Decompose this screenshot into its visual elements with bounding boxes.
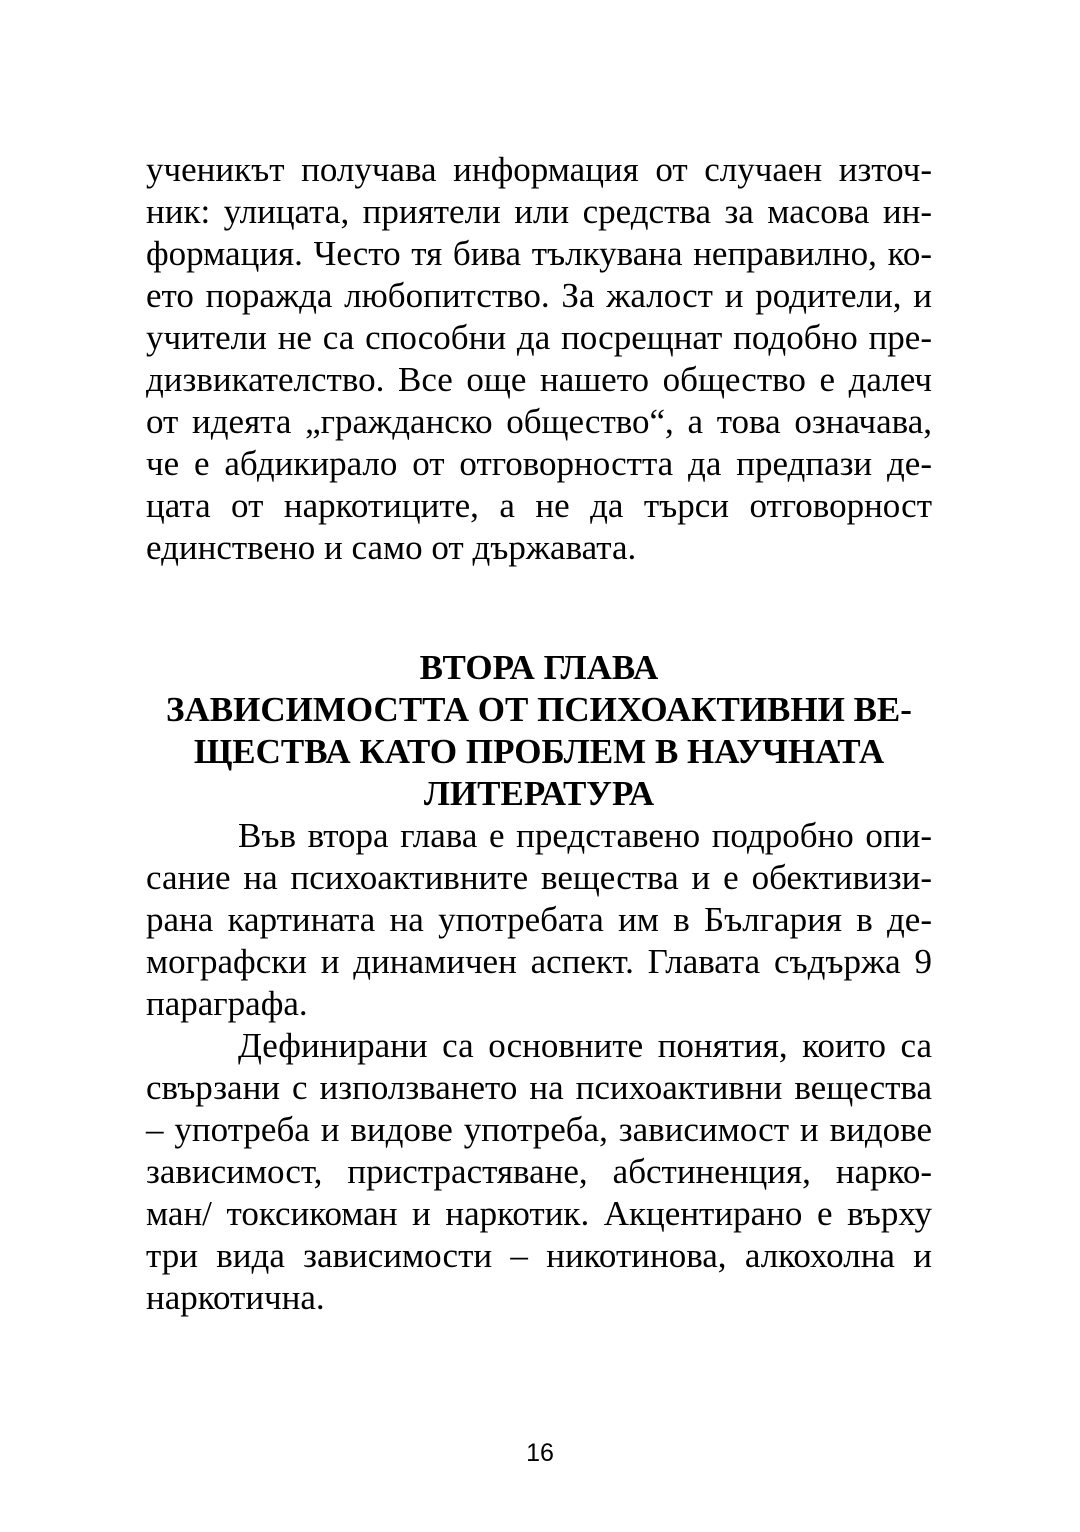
chapter-title-line: ЗАВИСИМОСТТА ОТ ПСИХОАКТИВНИ ВЕ- bbox=[166, 690, 912, 729]
text-line: че е абдикирало от отговорността да предпази де- bbox=[146, 444, 932, 483]
text-line: ман/ токсикоман и наркотик. Акцентирано е върху bbox=[146, 1194, 932, 1233]
text-line: Във втора глава е представено подробно опи- bbox=[238, 816, 932, 855]
text-line: дизвикателство. Все още нашето общество е далеч bbox=[146, 360, 932, 399]
chapter-number: ВТОРА ГЛАВА bbox=[419, 648, 659, 687]
text-line: ник: улицата, приятели или средства за масова ин- bbox=[146, 192, 932, 231]
text-line: Дефинирани са основните понятия, които са bbox=[238, 1026, 932, 1065]
text-line: ученикът получава информация от случаен източ- bbox=[146, 150, 932, 189]
text-line: три вида зависимости – никотинова, алкохолна и bbox=[146, 1236, 932, 1275]
page-number: 16 bbox=[526, 1439, 554, 1467]
chapter-title-line: ЩЕСТВА КАТО ПРОБЛЕМ В НАУЧНАТА bbox=[193, 732, 885, 771]
text-line: от идеята „гражданско общество“, а това означава, bbox=[146, 402, 932, 441]
text-line: единствено и само от държавата. bbox=[146, 528, 637, 567]
text-line: ето поражда любопитство. За жалост и родители, и bbox=[146, 276, 932, 315]
text-line: свързани с използването на психоактивни вещества bbox=[146, 1068, 932, 1107]
text-line: цата от наркотиците, а не да търси отговорност bbox=[146, 486, 932, 525]
text-line: сание на психоактивните вещества и е обективизи- bbox=[146, 858, 932, 897]
text-line: – употреба и видове употреба, зависимост и видове bbox=[146, 1110, 932, 1149]
text-line: зависимост, пристрастяване, абстиненция, нарко- bbox=[146, 1152, 932, 1191]
text-line: мографски и динамичен аспект. Главата съдържа 9 bbox=[146, 942, 932, 981]
text-line: учители не са способни да посрещнат подобно пре- bbox=[146, 318, 932, 357]
text-line: формация. Често тя бива тълкувана неправилно, ко- bbox=[146, 234, 932, 273]
chapter-title-line: ЛИТЕРАТУРА bbox=[423, 774, 655, 813]
text-line: параграфа. bbox=[146, 984, 308, 1023]
text-line: рана картината на употребата им в България в де- bbox=[146, 900, 932, 939]
text-line: наркотична. bbox=[146, 1278, 325, 1317]
